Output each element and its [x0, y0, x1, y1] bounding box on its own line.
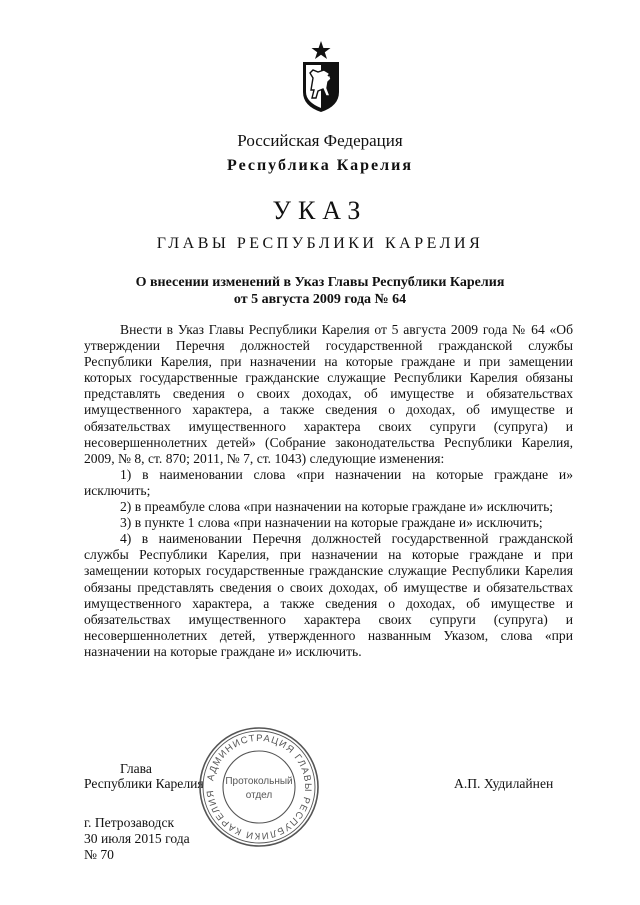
signatory-title: Глава: [120, 761, 152, 776]
issue-city: г. Петрозаводск: [84, 815, 175, 830]
republic-name: Республика Карелия: [227, 157, 413, 174]
body-item-4: 4) в наименовании Перечня должностей государственной гражданской службы Республики Карелия, при назначении на которые граждане и при замещении которых государственные гражданские служащие Республики Карелия обязаны представлять сведения о своих доходах, об имуществе и обязательствах имущественного характера, а также сведения о доходах, об имуществе и обязательствах имущественного характера своих супруги (супруга) и несовершеннолетних детей, утвержденного названным Указом, слова «при назначении на которые граждане и» исключить.: [84, 531, 573, 659]
stamp-center-line-1: Протокольный: [225, 776, 293, 787]
decree-number: № 70: [84, 847, 114, 862]
country-name: Российская Федерация: [237, 131, 403, 150]
decree-title-line-2: от 5 августа 2009 года № 64: [233, 292, 407, 307]
document-issuer: ГЛАВЫ РЕСПУБЛИКИ КАРЕЛИЯ: [156, 235, 484, 252]
issue-date: 30 июля 2015 года: [84, 831, 190, 846]
body-item-2: 2) в преамбуле слова «при назначении на которые граждане и» исключить;: [120, 499, 554, 515]
decree-title-line-1: О внесении изменений в Указ Главы Республики Карелия: [135, 275, 505, 290]
svg-text:АДМИНИСТРАЦИЯ ГЛАВЫ РЕСПУБЛИКИ: [205, 733, 313, 841]
body-paragraph-intro: Внести в Указ Главы Республики Карелия от 5 августа 2009 года № 64 «Об утверждении Перечня должностей государственной гражданской службы Республики Карелия, при назначении на которые граждане и при замещении которых государственные гражданские служащие Республики Карелия обязаны представлять сведения о своих доходах, об имуществе и обязательствах имущественного характера, а также сведения о доходах, об имуществе и обязательствах имущественного характера своих супруги (супруга) и несовершеннолетних детей» (Собрание законодательства Республики Карелия, 2009, № 8, ст. 870; 2011, № 7, ст. 1043) следующие изменения:: [84, 322, 573, 466]
signatory-name: А.П. Худилайнен: [454, 776, 554, 791]
signatory-republic: Республики Карелия: [84, 776, 204, 791]
official-stamp-icon: [196, 724, 322, 850]
stamp-ring-text: АДМИНИСТРАЦИЯ ГЛАВЫ РЕСПУБЛИКИ КАРЕЛИЯ: [204, 732, 314, 842]
body-item-3: 3) в пункте 1 слова «при назначении на которые граждане и» исключить;: [120, 515, 543, 531]
document-type: УКАЗ: [272, 196, 368, 225]
decree-body: [84, 322, 573, 660]
coat-of-arms-icon: [300, 40, 342, 114]
body-item-1: 1) в наименовании слова «при назначении на которые граждане и» исключить;: [84, 466, 573, 498]
stamp-center-line-2: отдел: [245, 790, 273, 801]
